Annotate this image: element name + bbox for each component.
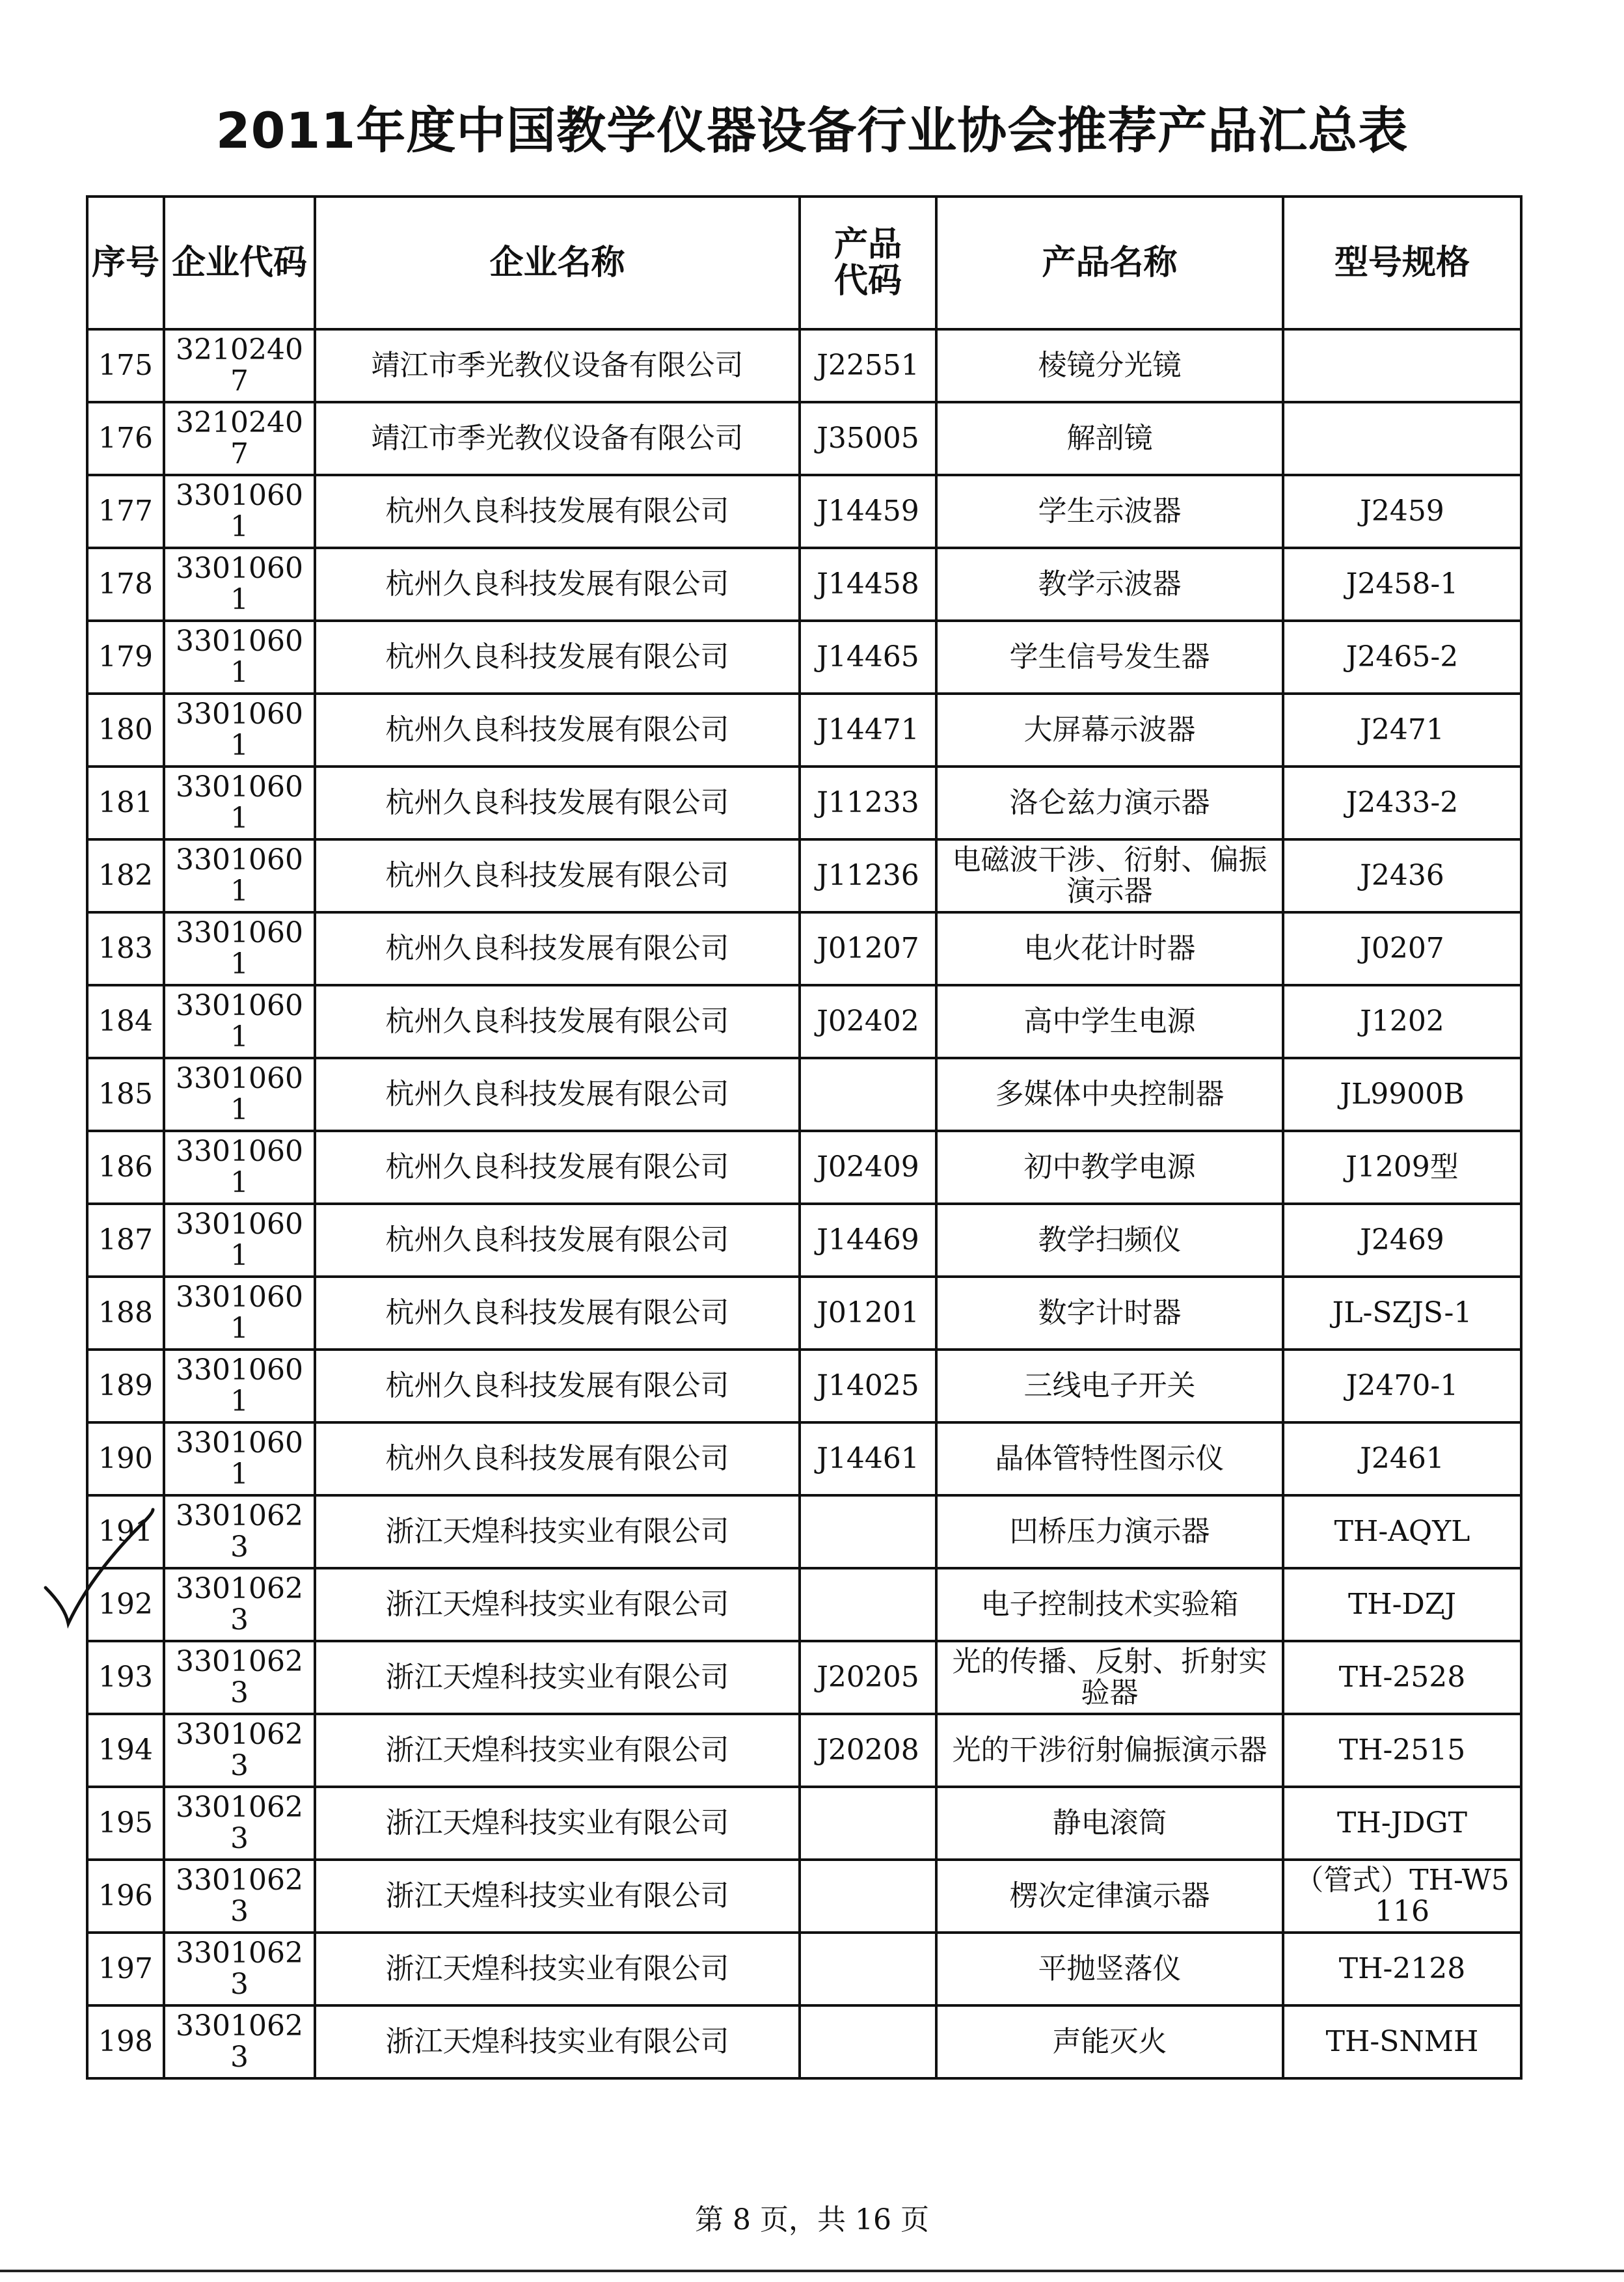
table-row [87,694,1521,767]
cell-company-name: 杭州久良科技发展有限公司 [315,1422,800,1495]
cell-product-name: 数字计时器 [936,1277,1283,1350]
cell-seq: 194 [87,1714,164,1787]
cell-product-code: J14461 [800,1422,936,1495]
table-row [87,1933,1521,2005]
cell-company-code: 33010601 [164,1350,315,1422]
header-company-name: 企业名称 [315,197,800,329]
table-row [87,1641,1521,1714]
cell-company-name: 杭州久良科技发展有限公司 [315,621,800,694]
cell-product-name: 光的干涉衍射偏振演示器 [936,1714,1283,1787]
cell-product-name: 光的传播、反射、折射实验器 [936,1641,1283,1714]
cell-seq: 195 [87,1787,164,1860]
cell-seq: 196 [87,1860,164,1933]
table-row [87,1787,1521,1860]
cell-company-code: 32102407 [164,329,315,402]
cell-model [1283,329,1521,402]
cell-model: J2465-2 [1283,621,1521,694]
cell-product-name: 学生示波器 [936,475,1283,548]
cell-model: TH-2528 [1283,1641,1521,1714]
cell-company-name: 浙江天煌科技实业有限公司 [315,1787,800,1860]
cell-product-code: J20205 [800,1641,936,1714]
header-seq: 序号 [87,197,164,329]
cell-model: J1202 [1283,985,1521,1058]
table-header-row [87,197,1521,329]
cell-model: J2459 [1283,475,1521,548]
cell-company-code: 33010601 [164,767,315,839]
cell-company-name: 杭州久良科技发展有限公司 [315,475,800,548]
cell-model [1283,402,1521,475]
cell-company-name: 浙江天煌科技实业有限公司 [315,1495,800,1568]
cell-product-name: 教学示波器 [936,548,1283,621]
cell-company-code: 32102407 [164,402,315,475]
cell-seq: 197 [87,1933,164,2005]
cell-seq: 186 [87,1131,164,1204]
cell-product-code: J01207 [800,912,936,985]
cell-product-code: J02409 [800,1131,936,1204]
cell-model: TH-AQYL [1283,1495,1521,1568]
cell-product-code: J11233 [800,767,936,839]
cell-product-name: 平抛竖落仪 [936,1933,1283,2005]
cell-product-code [800,1860,936,1933]
cell-company-code: 33010623 [164,1641,315,1714]
table-row [87,1422,1521,1495]
cell-seq: 189 [87,1350,164,1422]
cell-model: J2471 [1283,694,1521,767]
cell-product-name: 电火花计时器 [936,912,1283,985]
cell-product-name: 大屏幕示波器 [936,694,1283,767]
cell-seq: 177 [87,475,164,548]
cell-product-name: 凹桥压力演示器 [936,1495,1283,1568]
cell-company-code: 33010623 [164,2005,315,2078]
cell-model: TH-DZJ [1283,1568,1521,1641]
cell-product-code: J14458 [800,548,936,621]
cell-product-name: 洛仑兹力演示器 [936,767,1283,839]
cell-company-name: 杭州久良科技发展有限公司 [315,912,800,985]
cell-company-code: 33010601 [164,475,315,548]
cell-product-name: 教学扫频仪 [936,1204,1283,1277]
cell-company-code: 33010601 [164,1277,315,1350]
cell-seq: 180 [87,694,164,767]
cell-product-code: J22551 [800,329,936,402]
cell-product-name: 学生信号发生器 [936,621,1283,694]
cell-company-code: 33010601 [164,839,315,912]
product-summary-table [86,195,1522,2080]
cell-product-code: J14469 [800,1204,936,1277]
table-row [87,985,1521,1058]
table-row [87,2005,1521,2078]
table-row [87,1495,1521,1568]
table-row [87,329,1521,402]
cell-company-code: 33010623 [164,1787,315,1860]
cell-company-code: 33010623 [164,1568,315,1641]
cell-company-code: 33010601 [164,1204,315,1277]
cell-seq: 176 [87,402,164,475]
cell-seq: 193 [87,1641,164,1714]
cell-company-name: 浙江天煌科技实业有限公司 [315,1641,800,1714]
cell-model: JL-SZJS-1 [1283,1277,1521,1350]
cell-model: TH-2515 [1283,1714,1521,1787]
cell-company-name: 浙江天煌科技实业有限公司 [315,2005,800,2078]
cell-seq: 188 [87,1277,164,1350]
cell-seq: 175 [87,329,164,402]
cell-model: J2461 [1283,1422,1521,1495]
table-row [87,402,1521,475]
cell-seq: 181 [87,767,164,839]
cell-company-name: 杭州久良科技发展有限公司 [315,1277,800,1350]
table-row [87,1204,1521,1277]
cell-product-code [800,2005,936,2078]
cell-company-code: 33010601 [164,985,315,1058]
cell-seq: 185 [87,1058,164,1131]
cell-product-code: J14459 [800,475,936,548]
handwritten-checkmark-icon [39,1497,182,1640]
cell-seq: 178 [87,548,164,621]
header-product-code: 产品代码 [800,197,936,329]
cell-product-name: 三线电子开关 [936,1350,1283,1422]
header-product-name: 产品名称 [936,197,1283,329]
table-row [87,912,1521,985]
cell-company-name: 杭州久良科技发展有限公司 [315,1058,800,1131]
table-row [87,475,1521,548]
cell-model: J2433-2 [1283,767,1521,839]
cell-model: J2436 [1283,839,1521,912]
cell-company-code: 33010601 [164,694,315,767]
cell-product-name: 楞次定律演示器 [936,1860,1283,1933]
cell-product-code: J01201 [800,1277,936,1350]
table-row [87,1860,1521,1933]
cell-seq: 183 [87,912,164,985]
cell-seq: 184 [87,985,164,1058]
cell-product-code [800,1058,936,1131]
cell-product-code: J02402 [800,985,936,1058]
cell-model: J2470-1 [1283,1350,1521,1422]
cell-product-code [800,1787,936,1860]
cell-company-name: 杭州久良科技发展有限公司 [315,1131,800,1204]
table-row [87,1131,1521,1204]
table-row [87,1714,1521,1787]
cell-product-name: 晶体管特性图示仪 [936,1422,1283,1495]
cell-model: J2469 [1283,1204,1521,1277]
cell-company-name: 靖江市季光教仪设备有限公司 [315,402,800,475]
cell-product-name: 棱镜分光镜 [936,329,1283,402]
cell-company-name: 杭州久良科技发展有限公司 [315,548,800,621]
cell-seq: 192 [87,1568,164,1641]
cell-seq: 191 [87,1495,164,1568]
cell-product-code [800,1933,936,2005]
cell-product-name: 声能灭火 [936,2005,1283,2078]
bottom-rule [0,2270,1624,2272]
cell-product-code: J14025 [800,1350,936,1422]
table-row [87,1568,1521,1641]
cell-company-name: 杭州久良科技发展有限公司 [315,1204,800,1277]
cell-company-code: 33010601 [164,912,315,985]
cell-product-name: 静电滚筒 [936,1787,1283,1860]
header-company-code: 企业代码 [164,197,315,329]
table-row [87,767,1521,839]
cell-product-code [800,1495,936,1568]
cell-product-name: 解剖镜 [936,402,1283,475]
cell-model: JL9900B [1283,1058,1521,1131]
cell-company-name: 浙江天煌科技实业有限公司 [315,1860,800,1933]
page-footer: 第 8 页，共 16 页 [695,2203,929,2236]
cell-company-code: 33010623 [164,1714,315,1787]
table-row [87,1350,1521,1422]
table-row [87,548,1521,621]
cell-model: （管式）TH-W5116 [1283,1860,1521,1933]
cell-company-name: 浙江天煌科技实业有限公司 [315,1568,800,1641]
cell-company-name: 靖江市季光教仪设备有限公司 [315,329,800,402]
cell-company-code: 33010601 [164,1058,315,1131]
cell-company-name: 杭州久良科技发展有限公司 [315,1350,800,1422]
cell-product-code: J20208 [800,1714,936,1787]
table-row [87,1277,1521,1350]
cell-company-name: 杭州久良科技发展有限公司 [315,839,800,912]
cell-product-name: 多媒体中央控制器 [936,1058,1283,1131]
cell-model: J2458-1 [1283,548,1521,621]
cell-company-code: 33010601 [164,548,315,621]
cell-company-name: 杭州久良科技发展有限公司 [315,694,800,767]
cell-model: TH-SNMH [1283,2005,1521,2078]
cell-company-name: 浙江天煌科技实业有限公司 [315,1714,800,1787]
cell-product-code: J35005 [800,402,936,475]
cell-seq: 179 [87,621,164,694]
page-title: 2011年度中国教学仪器设备行业协会推荐产品汇总表 [215,102,1409,159]
cell-product-name: 初中教学电源 [936,1131,1283,1204]
header-model: 型号规格 [1283,197,1521,329]
cell-seq: 182 [87,839,164,912]
cell-product-name: 电磁波干涉、衍射、偏振演示器 [936,839,1283,912]
cell-product-code [800,1568,936,1641]
cell-product-name: 高中学生电源 [936,985,1283,1058]
cell-company-name: 杭州久良科技发展有限公司 [315,767,800,839]
cell-company-name: 浙江天煌科技实业有限公司 [315,1933,800,2005]
cell-company-code: 33010601 [164,621,315,694]
table-row [87,621,1521,694]
cell-model: TH-JDGT [1283,1787,1521,1860]
cell-model: TH-2128 [1283,1933,1521,2005]
cell-product-code: J14471 [800,694,936,767]
cell-company-code: 33010623 [164,1933,315,2005]
cell-model: J1209型 [1283,1131,1521,1204]
table-row [87,839,1521,912]
cell-seq: 198 [87,2005,164,2078]
cell-company-code: 33010623 [164,1495,315,1568]
cell-product-name: 电子控制技术实验箱 [936,1568,1283,1641]
cell-company-code: 33010601 [164,1422,315,1495]
cell-product-code: J11236 [800,839,936,912]
cell-model: J0207 [1283,912,1521,985]
cell-seq: 190 [87,1422,164,1495]
cell-company-name: 杭州久良科技发展有限公司 [315,985,800,1058]
cell-company-code: 33010623 [164,1860,315,1933]
cell-product-code: J14465 [800,621,936,694]
table-row [87,1058,1521,1131]
cell-company-code: 33010601 [164,1131,315,1204]
cell-seq: 187 [87,1204,164,1277]
